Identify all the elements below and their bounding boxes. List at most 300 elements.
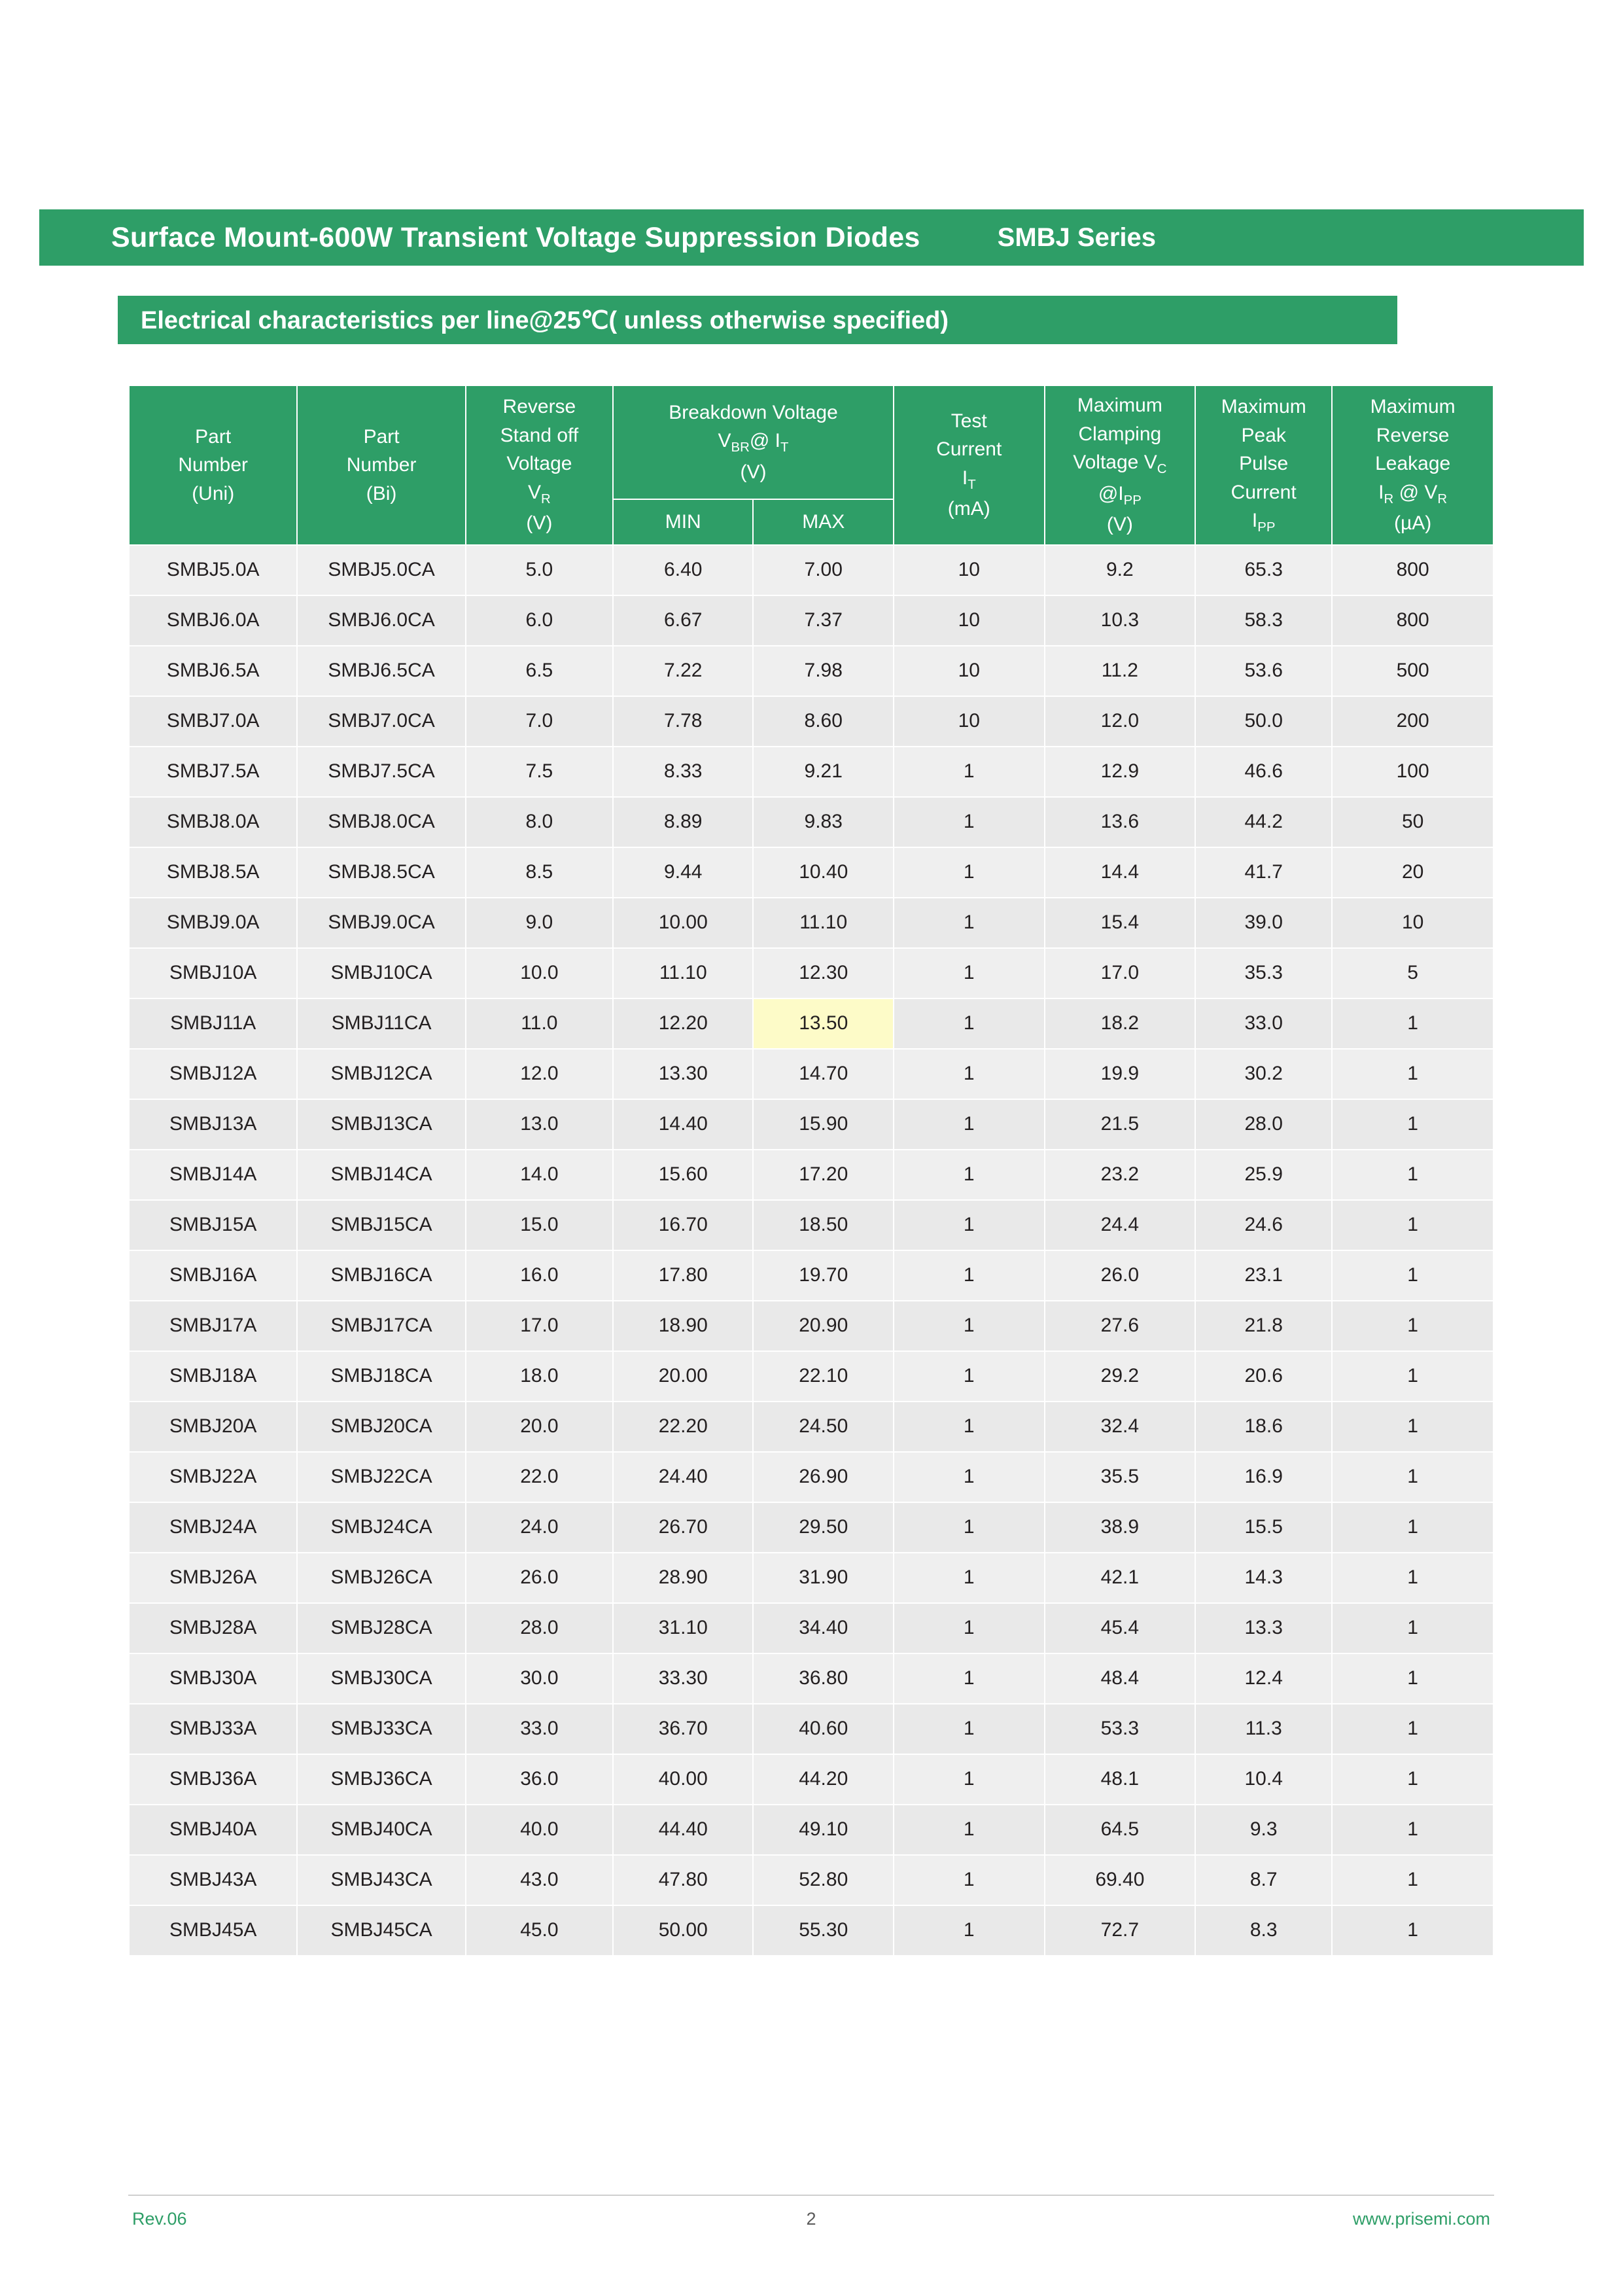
table-cell: SMBJ6.0A — [129, 595, 297, 646]
table-row — [129, 948, 1493, 998]
table-cell: 7.98 — [753, 646, 894, 696]
table-cell: 50 — [1332, 797, 1493, 847]
table-cell: SMBJ22A — [129, 1452, 297, 1502]
revision-label: Rev.06 — [132, 2209, 187, 2229]
table-cell: 33.0 — [466, 1704, 613, 1754]
header-line: (V) — [740, 461, 767, 483]
table-cell: 20.90 — [753, 1301, 894, 1351]
table-cell: SMBJ20CA — [297, 1402, 465, 1452]
table-cell: 1 — [894, 1502, 1045, 1553]
header-line: Clamping — [1078, 423, 1162, 445]
website-link[interactable]: www.prisemi.com — [1352, 2209, 1490, 2229]
table-cell: 10.0 — [466, 948, 613, 998]
table-cell: 9.21 — [753, 747, 894, 797]
header-line: Maximum — [1370, 396, 1456, 418]
header-line: (mA) — [947, 498, 990, 520]
table-cell: 1 — [1332, 1855, 1493, 1905]
table-cell: SMBJ43A — [129, 1855, 297, 1905]
table-cell: 12.0 — [466, 1049, 613, 1099]
table-cell: 17.20 — [753, 1150, 894, 1200]
table-cell: SMBJ30CA — [297, 1653, 465, 1704]
table-cell: SMBJ18CA — [297, 1351, 465, 1402]
table-cell: 14.4 — [1045, 847, 1196, 898]
table-cell: 7.78 — [613, 696, 753, 747]
table-cell: SMBJ16CA — [297, 1250, 465, 1301]
col-header-part-number-bi — [297, 385, 465, 545]
table-cell: SMBJ14A — [129, 1150, 297, 1200]
table-cell: SMBJ17CA — [297, 1301, 465, 1351]
table-cell: 64.5 — [1045, 1805, 1196, 1855]
table-cell: 1 — [1332, 1805, 1493, 1855]
table-cell: 1 — [894, 1250, 1045, 1301]
table-cell: 39.0 — [1195, 898, 1332, 948]
table-cell: 1 — [894, 1301, 1045, 1351]
header-line: (Uni) — [192, 482, 235, 504]
table-cell: 1 — [1332, 1099, 1493, 1150]
table-cell: 1 — [1332, 1603, 1493, 1653]
table-cell: 1 — [894, 1452, 1045, 1502]
header-line: (µA) — [1393, 512, 1432, 535]
table-cell: 6.67 — [613, 595, 753, 646]
table-row — [129, 1200, 1493, 1250]
table-cell: 47.80 — [613, 1855, 753, 1905]
table-cell: 58.3 — [1195, 595, 1332, 646]
table-cell: 12.30 — [753, 948, 894, 998]
table-cell: 14.70 — [753, 1049, 894, 1099]
footer-divider — [128, 2195, 1494, 2196]
table-cell: 1 — [1332, 1452, 1493, 1502]
header-line: Breakdown Voltage — [669, 401, 838, 423]
table-cell: SMBJ22CA — [297, 1452, 465, 1502]
header-symbol-ipp2: $I_{PP}$ — [1251, 510, 1276, 535]
table-row — [129, 1855, 1493, 1905]
header-line: (V) — [1106, 514, 1133, 536]
table-cell: 8.0 — [466, 797, 613, 847]
table-row — [129, 1805, 1493, 1855]
table-cell: SMBJ13A — [129, 1099, 297, 1150]
table-row — [129, 1553, 1493, 1603]
table-cell: SMBJ11CA — [297, 998, 465, 1049]
table-cell: 5.0 — [466, 545, 613, 595]
table-cell: SMBJ7.0A — [129, 696, 297, 747]
table-cell: 41.7 — [1195, 847, 1332, 898]
table-cell: SMBJ8.5CA — [297, 847, 465, 898]
table-cell: 10.3 — [1045, 595, 1196, 646]
table-cell: SMBJ10A — [129, 948, 297, 998]
table-cell: 33.0 — [1195, 998, 1332, 1049]
table-cell: 40.00 — [613, 1754, 753, 1805]
table-cell: 1 — [1332, 1653, 1493, 1704]
table-cell: 17.80 — [613, 1250, 753, 1301]
table-cell: 15.90 — [753, 1099, 894, 1150]
table-cell: 500 — [1332, 646, 1493, 696]
table-cell: 18.6 — [1195, 1402, 1332, 1452]
table-cell: 44.2 — [1195, 797, 1332, 847]
table-cell: 35.5 — [1045, 1452, 1196, 1502]
table-cell: 29.2 — [1045, 1351, 1196, 1402]
table-cell: 1 — [894, 847, 1045, 898]
table-row — [129, 1301, 1493, 1351]
table-cell: SMBJ13CA — [297, 1099, 465, 1150]
table-cell: 800 — [1332, 545, 1493, 595]
table-cell: 18.90 — [613, 1301, 753, 1351]
table-cell: 1 — [894, 1049, 1045, 1099]
table-cell: SMBJ26A — [129, 1553, 297, 1603]
table-cell: 9.83 — [753, 797, 894, 847]
table-cell: 24.40 — [613, 1452, 753, 1502]
page-header-banner — [39, 209, 1584, 266]
header-line: Pulse — [1239, 453, 1289, 475]
table-cell: 1 — [894, 1653, 1045, 1704]
table-cell: 31.90 — [753, 1553, 894, 1603]
table-cell: 20.0 — [466, 1402, 613, 1452]
table-cell: 46.6 — [1195, 747, 1332, 797]
table-cell: 11.2 — [1045, 646, 1196, 696]
table-cell: 26.70 — [613, 1502, 753, 1553]
table-cell: 24.4 — [1045, 1200, 1196, 1250]
section-subtitle-banner — [118, 296, 1397, 344]
header-symbol-ir-vr: $I_R$ @ $V_R$ — [1378, 481, 1448, 506]
table-cell: 1 — [894, 948, 1045, 998]
table-cell: 43.0 — [466, 1855, 613, 1905]
table-cell: 1 — [1332, 1553, 1493, 1603]
table-cell: 11.10 — [753, 898, 894, 948]
table-cell: SMBJ9.0A — [129, 898, 297, 948]
header-line: Part — [363, 425, 400, 448]
table-cell: 1 — [894, 747, 1045, 797]
table-header-row-1 — [129, 385, 1493, 499]
table-cell: 1 — [1332, 1754, 1493, 1805]
table-cell: 1 — [894, 1754, 1045, 1805]
table-cell: SMBJ6.0CA — [297, 595, 465, 646]
table-cell: 13.30 — [613, 1049, 753, 1099]
table-cell: 12.4 — [1195, 1653, 1332, 1704]
header-line: Reverse — [1376, 424, 1450, 446]
table-cell: 12.20 — [613, 998, 753, 1049]
table-cell: 49.10 — [753, 1805, 894, 1855]
table-cell: SMBJ36A — [129, 1754, 297, 1805]
table-cell: SMBJ15CA — [297, 1200, 465, 1250]
table-cell: SMBJ30A — [129, 1653, 297, 1704]
table-cell: 1 — [1332, 1200, 1493, 1250]
table-row — [129, 1402, 1493, 1452]
table-cell: SMBJ43CA — [297, 1855, 465, 1905]
table-row — [129, 1351, 1493, 1402]
table-cell: 8.89 — [613, 797, 753, 847]
table-row — [129, 1250, 1493, 1301]
table-row — [129, 898, 1493, 948]
table-cell: 800 — [1332, 595, 1493, 646]
table-cell: 13.50 — [753, 998, 894, 1049]
header-symbol-it: $I_T$ — [962, 467, 976, 492]
table-cell: 10 — [894, 595, 1045, 646]
header-line: Stand off — [500, 424, 579, 446]
table-cell: 1 — [894, 1855, 1045, 1905]
header-line: Number — [346, 454, 417, 476]
table-cell: 20.00 — [613, 1351, 753, 1402]
header-line: Leakage — [1375, 453, 1451, 475]
table-cell: 36.0 — [466, 1754, 613, 1805]
table-cell: 13.6 — [1045, 797, 1196, 847]
table-row — [129, 1653, 1493, 1704]
header-symbol-vr: $V_R$ — [528, 481, 551, 506]
table-cell: 18.50 — [753, 1200, 894, 1250]
header-line: Maximum — [1077, 395, 1162, 416]
table-row — [129, 545, 1493, 595]
table-cell: 8.3 — [1195, 1905, 1332, 1956]
table-cell: 30.0 — [466, 1653, 613, 1704]
table-cell: 18.2 — [1045, 998, 1196, 1049]
table-cell: 24.50 — [753, 1402, 894, 1452]
header-line: Voltage — [506, 453, 572, 475]
table-cell: 28.90 — [613, 1553, 753, 1603]
table-cell: SMBJ9.0CA — [297, 898, 465, 948]
table-cell: 1 — [1332, 1250, 1493, 1301]
table-cell: SMBJ6.5A — [129, 646, 297, 696]
table-cell: 10 — [894, 646, 1045, 696]
table-cell: 23.1 — [1195, 1250, 1332, 1301]
table-cell: 22.10 — [753, 1351, 894, 1402]
table-cell: 32.4 — [1045, 1402, 1196, 1452]
table-row — [129, 696, 1493, 747]
table-cell: 1 — [894, 1200, 1045, 1250]
table-cell: SMBJ24A — [129, 1502, 297, 1553]
table-cell: 15.5 — [1195, 1502, 1332, 1553]
header-symbol-vbr: $V_{BR}@$ $I_T$ — [718, 430, 789, 455]
header-line: Reverse — [502, 396, 576, 418]
table-cell: 8.60 — [753, 696, 894, 747]
table-cell: 53.3 — [1045, 1704, 1196, 1754]
table-cell: 27.6 — [1045, 1301, 1196, 1351]
table-cell: SMBJ28CA — [297, 1603, 465, 1653]
table-cell: 9.44 — [613, 847, 753, 898]
col-header-test-current — [894, 385, 1045, 545]
table-cell: 7.0 — [466, 696, 613, 747]
table-cell: 1 — [1332, 1301, 1493, 1351]
table-row — [129, 797, 1493, 847]
table-row — [129, 1704, 1493, 1754]
table-cell: 1 — [894, 1402, 1045, 1452]
table-cell: 10 — [894, 696, 1045, 747]
table-cell: 26.90 — [753, 1452, 894, 1502]
table-cell: 26.0 — [466, 1553, 613, 1603]
table-cell: SMBJ24CA — [297, 1502, 465, 1553]
table-cell: 24.6 — [1195, 1200, 1332, 1250]
table-cell: 1 — [894, 1805, 1045, 1855]
table-cell: SMBJ15A — [129, 1200, 297, 1250]
table-cell: 44.40 — [613, 1805, 753, 1855]
table-cell: SMBJ17A — [129, 1301, 297, 1351]
table-cell: 22.20 — [613, 1402, 753, 1452]
table-cell: 13.0 — [466, 1099, 613, 1150]
table-cell: 14.0 — [466, 1150, 613, 1200]
table-cell: 5 — [1332, 948, 1493, 998]
table-cell: 19.9 — [1045, 1049, 1196, 1099]
table-cell: 40.60 — [753, 1704, 894, 1754]
table-cell: SMBJ45CA — [297, 1905, 465, 1956]
col-header-breakdown-max: MAX — [753, 499, 894, 545]
table-cell: 16.0 — [466, 1250, 613, 1301]
table-cell: 1 — [894, 1150, 1045, 1200]
table-row — [129, 998, 1493, 1049]
table-cell: 1 — [894, 1704, 1045, 1754]
header-line: (Bi) — [366, 482, 397, 504]
table-cell: 1 — [1332, 1905, 1493, 1956]
table-cell: 50.0 — [1195, 696, 1332, 747]
table-cell: 45.4 — [1045, 1603, 1196, 1653]
table-cell: 33.30 — [613, 1653, 753, 1704]
table-cell: SMBJ26CA — [297, 1553, 465, 1603]
table-cell: 1 — [1332, 1704, 1493, 1754]
table-row — [129, 747, 1493, 797]
table-cell: 65.3 — [1195, 545, 1332, 595]
table-row — [129, 1905, 1493, 1956]
table-cell: 1 — [894, 1905, 1045, 1956]
table-cell: 1 — [1332, 1049, 1493, 1099]
table-cell: SMBJ10CA — [297, 948, 465, 998]
header-line: Test — [951, 410, 987, 432]
table-cell: 100 — [1332, 747, 1493, 797]
series-label: SMBJ Series — [997, 222, 1156, 252]
table-row — [129, 847, 1493, 898]
table-cell: 31.10 — [613, 1603, 753, 1653]
table-cell: SMBJ36CA — [297, 1754, 465, 1805]
table-cell: 10.4 — [1195, 1754, 1332, 1805]
table-body — [129, 545, 1493, 1956]
table-cell: 48.1 — [1045, 1754, 1196, 1805]
table-header — [129, 385, 1493, 545]
table-cell: SMBJ5.0CA — [297, 545, 465, 595]
col-header-max-peak-pulse-current — [1195, 385, 1332, 545]
table-cell: 15.0 — [466, 1200, 613, 1250]
header-line: Part — [195, 425, 232, 448]
table-cell: 11.10 — [613, 948, 753, 998]
table-cell: SMBJ8.5A — [129, 847, 297, 898]
table-cell: 15.60 — [613, 1150, 753, 1200]
table-cell: 17.0 — [466, 1301, 613, 1351]
table-cell: SMBJ40CA — [297, 1805, 465, 1855]
table-cell: 42.1 — [1045, 1553, 1196, 1603]
table-row — [129, 1099, 1493, 1150]
table-cell: 44.20 — [753, 1754, 894, 1805]
table-cell: 6.5 — [466, 646, 613, 696]
table-cell: 36.70 — [613, 1704, 753, 1754]
table-row — [129, 1603, 1493, 1653]
table-cell: 7.22 — [613, 646, 753, 696]
table-cell: SMBJ33CA — [297, 1704, 465, 1754]
table-cell: 26.0 — [1045, 1250, 1196, 1301]
section-subtitle: Electrical characteristics per line@25℃( unless otherwise specified) — [141, 306, 949, 334]
table-cell: 1 — [894, 898, 1045, 948]
table-cell: SMBJ8.0CA — [297, 797, 465, 847]
table-cell: 40.0 — [466, 1805, 613, 1855]
page-number: 2 — [806, 2209, 816, 2229]
table-cell: SMBJ33A — [129, 1704, 297, 1754]
table-cell: SMBJ28A — [129, 1603, 297, 1653]
col-header-max-clamping-voltage — [1045, 385, 1196, 545]
table-cell: 1 — [894, 797, 1045, 847]
col-header-breakdown-min: MIN — [613, 499, 753, 545]
header-line: (V) — [526, 512, 553, 535]
table-cell: 38.9 — [1045, 1502, 1196, 1553]
table-cell: SMBJ7.5CA — [297, 747, 465, 797]
table-cell: 1 — [1332, 998, 1493, 1049]
table-cell: 7.5 — [466, 747, 613, 797]
table-cell: 22.0 — [466, 1452, 613, 1502]
table-cell: 8.7 — [1195, 1855, 1332, 1905]
table-row — [129, 595, 1493, 646]
col-header-reverse-standoff-voltage — [466, 385, 613, 545]
table-cell: 55.30 — [753, 1905, 894, 1956]
table-cell: 29.50 — [753, 1502, 894, 1553]
header-line: Current — [936, 438, 1002, 461]
table-cell: 52.80 — [753, 1855, 894, 1905]
table-cell: 53.6 — [1195, 646, 1332, 696]
table-cell: 1 — [1332, 1150, 1493, 1200]
table-cell: SMBJ7.5A — [129, 747, 297, 797]
table-cell: 50.00 — [613, 1905, 753, 1956]
table-cell: 7.37 — [753, 595, 894, 646]
table-cell: 1 — [1332, 1351, 1493, 1402]
table-row — [129, 1452, 1493, 1502]
table-cell: 10 — [894, 545, 1045, 595]
table-cell: 23.2 — [1045, 1150, 1196, 1200]
table-cell: 9.2 — [1045, 545, 1196, 595]
table-cell: 11.0 — [466, 998, 613, 1049]
table-cell: 25.9 — [1195, 1150, 1332, 1200]
table-cell: 7.00 — [753, 545, 894, 595]
table-cell: 17.0 — [1045, 948, 1196, 998]
table-row — [129, 646, 1493, 696]
table-cell: 21.8 — [1195, 1301, 1332, 1351]
table-cell: 35.3 — [1195, 948, 1332, 998]
table-cell: SMBJ40A — [129, 1805, 297, 1855]
table-cell: 9.0 — [466, 898, 613, 948]
table-cell: 1 — [894, 1351, 1045, 1402]
table-cell: 19.70 — [753, 1250, 894, 1301]
table-cell: SMBJ6.5CA — [297, 646, 465, 696]
table-cell: 16.9 — [1195, 1452, 1332, 1502]
table-row — [129, 1754, 1493, 1805]
table-cell: 1 — [894, 998, 1045, 1049]
table-cell: 14.3 — [1195, 1553, 1332, 1603]
table-cell: 15.4 — [1045, 898, 1196, 948]
col-header-breakdown-voltage — [613, 385, 894, 499]
table-cell: 12.0 — [1045, 696, 1196, 747]
table-cell: SMBJ14CA — [297, 1150, 465, 1200]
spec-table-container — [128, 385, 1494, 1956]
col-header-max-reverse-leakage — [1332, 385, 1493, 545]
table-cell: 45.0 — [466, 1905, 613, 1956]
table-cell: SMBJ8.0A — [129, 797, 297, 847]
table-cell: 16.70 — [613, 1200, 753, 1250]
table-cell: 1 — [1332, 1502, 1493, 1553]
table-cell: SMBJ18A — [129, 1351, 297, 1402]
table-cell: 1 — [1332, 1402, 1493, 1452]
table-cell: 10.00 — [613, 898, 753, 948]
table-cell: SMBJ7.0CA — [297, 696, 465, 747]
table-row — [129, 1502, 1493, 1553]
table-cell: 1 — [894, 1603, 1045, 1653]
table-cell: 8.33 — [613, 747, 753, 797]
table-cell: 30.2 — [1195, 1049, 1332, 1099]
table-cell: 21.5 — [1045, 1099, 1196, 1150]
table-cell: SMBJ12CA — [297, 1049, 465, 1099]
header-line: Number — [178, 454, 249, 476]
header-symbol-ipp: $@I_{PP}$ — [1098, 482, 1142, 508]
table-cell: 10.40 — [753, 847, 894, 898]
header-line: Maximum — [1221, 396, 1306, 418]
